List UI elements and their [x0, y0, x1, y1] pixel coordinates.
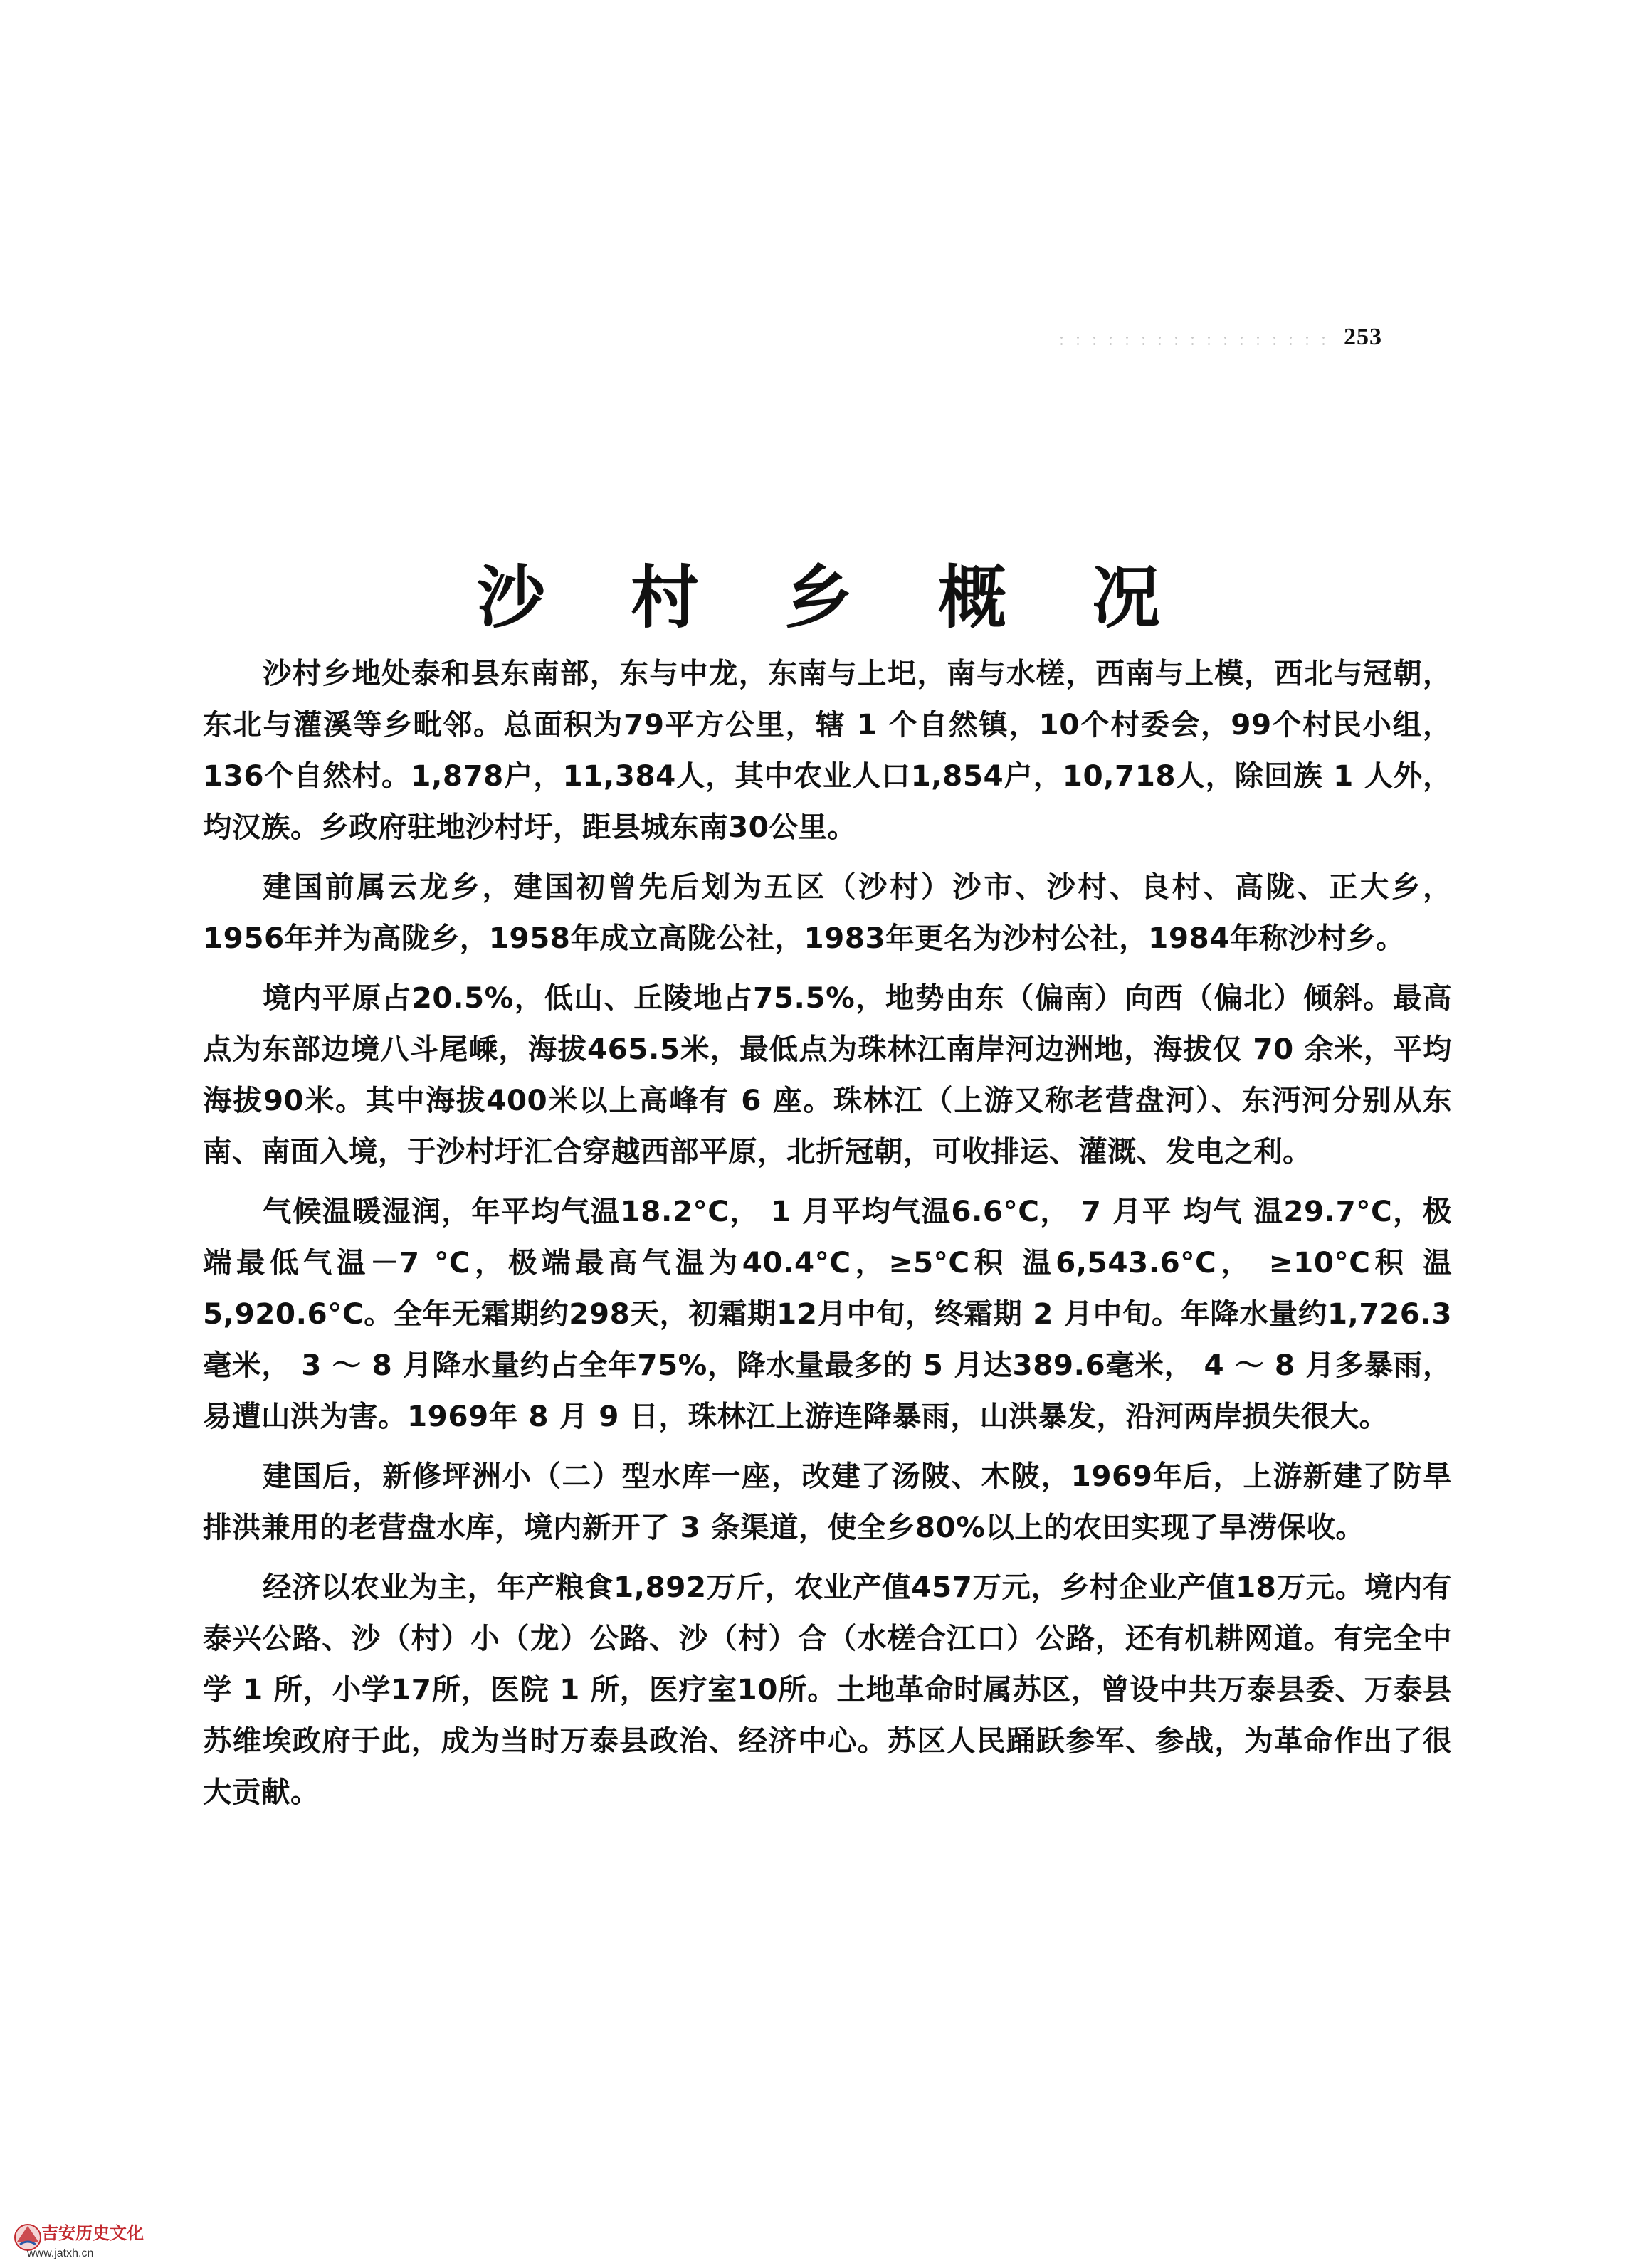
page-title: 沙村乡概况	[477, 558, 1246, 638]
paragraph-water-works: 建国后，新修坪洲小（二）型水库一座，改建了汤陂、木陂，1969年后，上游新建了防旱排洪兼用的老营盘水库，境内新开了 3 条渠道，使全乡80%以上的农田实现了旱涝保收。	[203, 1459, 1452, 1544]
watermark-url: www.jatxh.cn	[27, 2247, 94, 2259]
paragraph-history: 建国前属云龙乡，建国初曾先后划为五区（沙村）沙市、沙村、良村、高陇、正大乡，1956年并为高陇乡，1958年成立高陇公社，1983年更名为沙村公社，1984年称沙村乡。	[203, 870, 1452, 955]
paragraph-overview: 沙村乡地处泰和县东南部，东与中龙，东南与上圯，南与水槎，西南与上模，西北与冠朝，东北与灌溪等乡毗邻。总面积为79平方公里，辖 1 个自然镇，10个村委会，99个村民小组，136个自然村。1,878户，11,384人，其中农业人口1,854户，10,718人，除回族 1 人外，均汉族。乡政府驻地沙村圩，距县城东南30公里。	[203, 656, 1452, 844]
paragraph-terrain: 境内平原占20.5%，低山、丘陵地占75.5%，地势由东（偏南）向西（偏北）倾斜。最高点为东部边境八斗尾嵊，海拔465.5米，最低点为珠林江南岸河边洲地，海拔仅 70 余米，平均海拔90米。其中海拔400米以上高峰有 6 座。珠林江（上游又称老营盘河）、东沔河分别从东南、南面入境，于沙村圩汇合穿越西部平原，北折冠朝，可收排运、灌溉、发电之利。	[203, 981, 1452, 1169]
scan-noise	[1053, 334, 1338, 347]
article-body	[203, 648, 1452, 1826]
paragraph-economy: 经济以农业为主，年产粮食1,892万斤，农业产值457万元，乡村企业产值18万元。境内有泰兴公路、沙（村）小（龙）公路、沙（村）合（水槎合江口）公路，还有机耕网道。有完全中学 1 所，小学17所，医院 1 所，医疗室10所。土地革命时属苏区，曾设中共万泰县委、万泰县苏维埃政府于此，成为当时万泰县政治、经济中心。苏区人民踊跃参军、参战，为革命作出了很大贡献。	[203, 1570, 1452, 1809]
site-watermark	[7, 2215, 164, 2264]
page-number: 253	[1344, 324, 1382, 350]
watermark-site-name: 吉安历史文化	[41, 2223, 144, 2243]
paragraph-climate: 气候温暖湿润，年平均气温18.2°C， 1 月平均气温6.6°C， 7 月平 均气 温29.7°C，极端最低气温－7 °C，极端最高气温为40.4°C，≥5°C积 温6,543.6°C， ≥10°C积 温5,920.6°C。全年无霜期约298天，初霜期12月中旬，终霜期 2 月中旬。年降水量约1,726.3毫米， 3 ～ 8 月降水量约占全年75%，降水量最多的 5 月达389.6毫米， 4 ～ 8 月多暴雨，易遭山洪为害。1969年 8 月 9 日，珠林江上游连降暴雨，山洪暴发，沿河两岸损失很大。	[203, 1194, 1452, 1433]
